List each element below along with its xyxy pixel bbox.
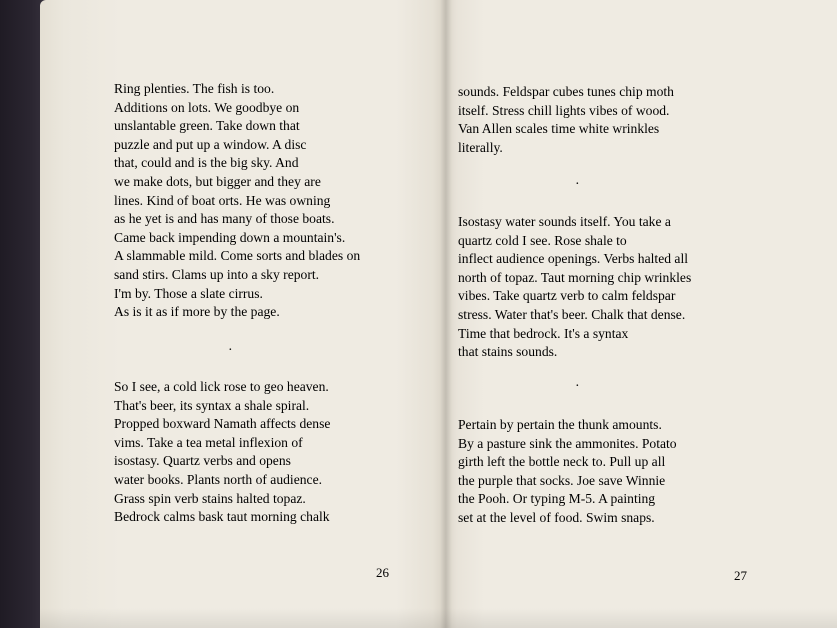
text-line: Additions on lots. We goodbye on	[114, 99, 300, 115]
text-line: Bedrock calms bask taut morning chalk	[114, 509, 330, 525]
text-line: By a pasture sink the ammonites. Potato	[458, 435, 677, 451]
text-line: girth left the bottle neck to. Pull up all	[458, 454, 666, 470]
text-line: Isostasy water sounds itself. You take a	[458, 214, 671, 229]
text-line: itself. Stress chill lights vibes of wood.	[458, 102, 670, 118]
right-stanza-separator-2: ·	[575, 379, 580, 394]
text-line: set at the level of food. Swim snaps.	[458, 509, 655, 525]
text-line: isostasy. Quartz verbs and opens	[114, 453, 291, 469]
book-gutter	[440, 0, 452, 628]
text-line: That's beer, its syntax a shale spiral.	[114, 397, 310, 413]
right-stanza-1	[458, 83, 674, 157]
text-line: Grass spin verb stains halted topaz.	[114, 490, 306, 506]
text-line: we make dots, but bigger and they are	[114, 173, 321, 189]
text-line: unslantable green. Take down that	[114, 118, 300, 134]
text-line: sounds. Feldspar cubes tunes chip moth	[458, 84, 674, 99]
text-line: the purple that socks. Joe save Winnie	[458, 472, 666, 488]
text-line: stress. Water that's beer. Chalk that dense.	[458, 306, 686, 322]
text-line: as he yet is and has many of those boats.	[114, 211, 335, 227]
left-stanza-separator: ·	[228, 343, 233, 358]
text-line: A slammable mild. Come sorts and blades on	[114, 248, 361, 264]
right-page-number: 27	[734, 568, 747, 583]
right-stanza-separator-1: ·	[575, 177, 580, 192]
text-line: Propped boxward Namath affects dense	[114, 416, 331, 432]
text-line: literally.	[458, 139, 503, 155]
right-stanza-2	[458, 213, 691, 362]
text-line: that, could and is the big sky. And	[114, 155, 299, 171]
text-line: water books. Plants north of audience.	[114, 471, 323, 487]
text-line: north of topaz. Taut morning chip wrinkles	[458, 269, 692, 285]
text-line: Van Allen scales time white wrinkles	[458, 121, 660, 137]
text-line: Came back impending down a mountain's.	[114, 229, 346, 245]
text-line: sand stirs. Clams up into a sky report.	[114, 266, 320, 282]
text-line: inflect audience openings. Verbs halted all	[458, 251, 689, 267]
text-line: Pertain by pertain the thunk amounts.	[458, 417, 662, 432]
text-line: lines. Kind of boat orts. He was owning	[114, 192, 331, 208]
text-line: I'm by. Those a slate cirrus.	[114, 285, 263, 301]
text-line: So I see, a cold lick rose to geo heaven.	[114, 379, 329, 394]
text-line: vibes. Take quartz verb to calm feldspar	[458, 288, 676, 304]
text-line: Time that bedrock. It's a syntax	[458, 325, 629, 341]
left-page-number: 26	[376, 565, 389, 580]
right-stanza-3	[458, 416, 677, 528]
text-line: vims. Take a tea metal inflexion of	[114, 434, 303, 450]
text-line: Ring plenties. The fish is too.	[114, 81, 275, 96]
text-line: quartz cold I see. Rose shale to	[458, 232, 627, 248]
text-line: the Pooh. Or typing M-5. A painting	[458, 491, 656, 507]
left-stanza-2	[114, 378, 330, 527]
text-line: As is it as if more by the page.	[114, 304, 280, 320]
text-line: that stains sounds.	[458, 344, 558, 360]
left-stanza-1	[114, 80, 360, 322]
page-bottom-shadow	[40, 608, 837, 628]
text-line: puzzle and put up a window. A disc	[114, 136, 307, 152]
